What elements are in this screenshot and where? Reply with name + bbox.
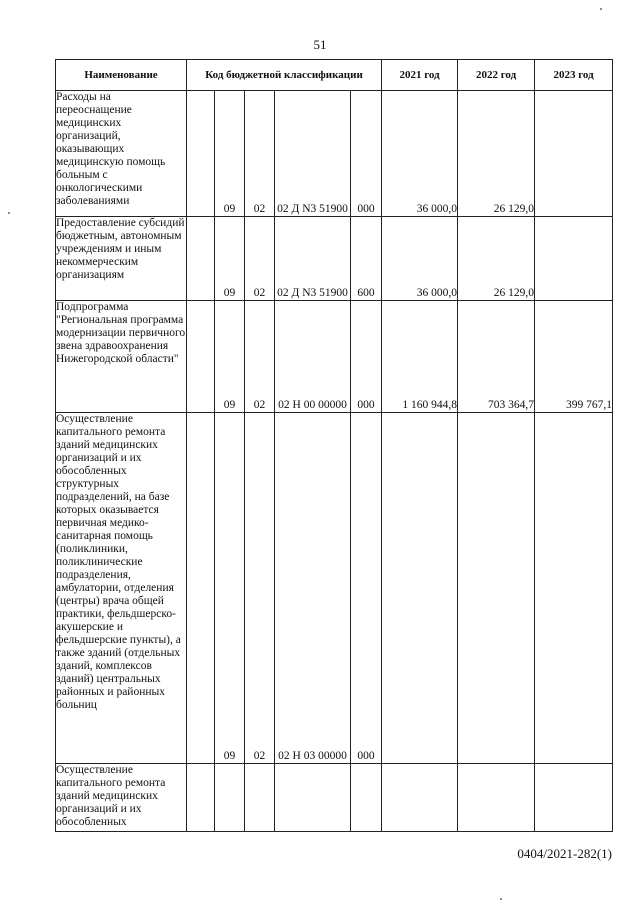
table-row [56,413,613,764]
table-header-row [56,60,613,91]
row-code-target: 02 Д N3 51900 [275,91,351,217]
row-code-1 [187,301,215,413]
header-code: Код бюджетной классификации [187,60,382,91]
row-code-target: 02 Н 00 00000 [275,301,351,413]
row-code-1 [187,91,215,217]
row-value-2022: 26 129,0 [458,217,535,301]
row-value-2021 [382,413,458,764]
page-number: 51 [313,37,327,52]
scan-speck [600,8,602,10]
table-row [56,91,613,217]
row-code-subsection: 02 [245,217,275,301]
row-name: Осуществление капитального ремонта зданий медицинских организаций и их обособленных [56,764,187,832]
row-code-section: 09 [215,217,245,301]
row-code-1 [187,217,215,301]
table-row [56,217,613,301]
row-code-type: 000 [351,301,382,413]
row-value-2021: 36 000,0 [382,217,458,301]
row-value-2022 [458,413,535,764]
row-code-subsection: 02 [245,91,275,217]
row-code-section: 09 [215,91,245,217]
header-2022: 2022 год [458,60,535,91]
header-2023: 2023 год [535,60,613,91]
document-code: 0404/2021-282(1) [517,846,612,861]
row-code-type: 000 [351,91,382,217]
row-code-type: 600 [351,217,382,301]
row-name: Предоставление субсидий бюджетным, автономным учреждениям и иным некоммерческим организациям [56,217,187,301]
row-code-type: 000 [351,413,382,764]
scan-speck [500,898,502,900]
row-value-2023 [535,91,613,217]
row-value-2023: 399 767,1 [535,301,613,413]
row-value-2023 [535,764,613,832]
row-code-subsection [245,764,275,832]
table-row [56,764,613,832]
row-value-2022: 703 364,7 [458,301,535,413]
row-value-2023 [535,413,613,764]
header-2021: 2021 год [382,60,458,91]
table-row [56,301,613,413]
row-code-target: 02 Д N3 51900 [275,217,351,301]
row-code-target: 02 Н 03 00000 [275,413,351,764]
row-value-2021 [382,764,458,832]
row-value-2023 [535,217,613,301]
budget-table [55,59,613,832]
scan-speck [8,212,10,214]
row-value-2022 [458,764,535,832]
row-name: Расходы на переоснащение медицинских организаций, оказывающих медицинскую помощь больным с онкологическими заболеваниями [56,91,187,217]
row-code-target [275,764,351,832]
row-code-subsection: 02 [245,413,275,764]
row-code-subsection: 02 [245,301,275,413]
row-code-section [215,764,245,832]
row-value-2021: 1 160 944,8 [382,301,458,413]
header-name: Наименование [56,60,187,91]
row-name: Подпрограмма "Региональная программа модернизации первичного звена здравоохранения Нижегородской области" [56,301,187,413]
row-code-section: 09 [215,413,245,764]
row-code-1 [187,764,215,832]
row-code-section: 09 [215,301,245,413]
row-value-2022: 26 129,0 [458,91,535,217]
row-code-type [351,764,382,832]
row-name: Осуществление капитального ремонта зданий медицинских организаций и их обособленных структурных подразделений, на базе которых оказывается первичная медико-санитарная помощь (поликлиники, поликлинические подразделения, амбулатории, отделения (центры) врача общей практики, фельдшерско-акушерские и фельдшерские пункты), а также зданий (отдельных зданий, комплексов зданий) центральных районных и районных больниц [56,413,187,764]
row-code-1 [187,413,215,764]
row-value-2021: 36 000,0 [382,91,458,217]
